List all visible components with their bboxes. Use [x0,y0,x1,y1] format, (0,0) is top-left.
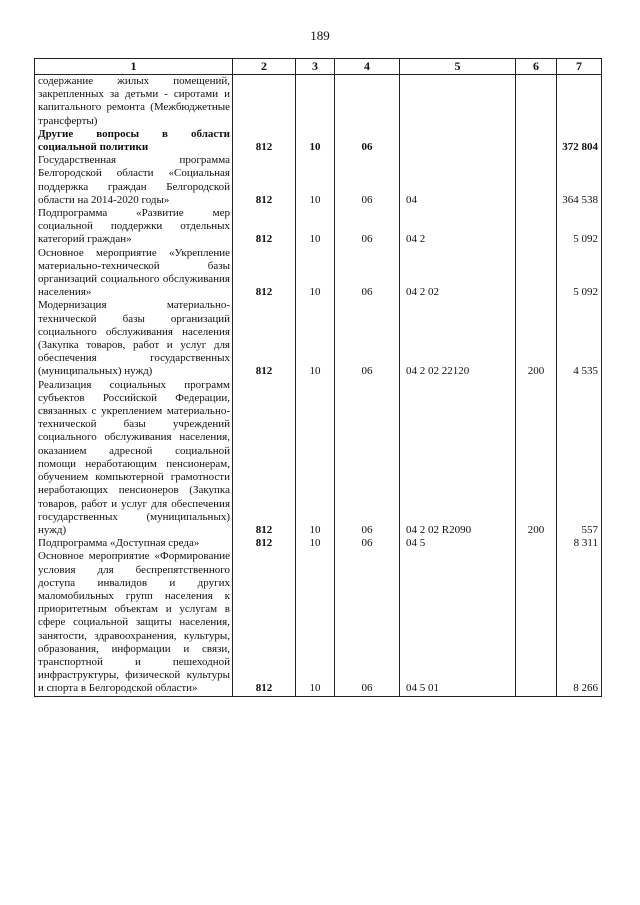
cell-amount: 8 311 [557,537,602,550]
table-header-row [35,59,602,75]
cell-target-article: 04 2 02 R2090 [400,379,516,537]
cell-target-article: 04 5 01 [400,550,516,696]
cell-target-article: 04 5 [400,537,516,550]
cell-section [296,75,335,128]
cell-section: 10 [296,550,335,696]
cell-target-article: 04 [400,154,516,207]
cell-ministry: 812 [233,299,296,378]
cell-ministry: 812 [233,550,296,696]
row-name: Реализация социальных программ субъектов Российской Федерации, связанных с укреплением материально-технической базы учреждений социального обслуживания населения, оказанием адресной социальной помощи неработающим пенсионерам, обучением компьютерной грамотности неработающих пенсионеров (Закупка товаров, работ и услуг для обеспечения государственных (муниципальных) нужд) [35,379,233,537]
col-header-3: 3 [296,59,335,75]
page-number: 189 [310,28,330,43]
col-header-1: 1 [35,59,233,75]
cell-amount: 4 535 [557,299,602,378]
col-header-6: 6 [516,59,557,75]
cell-subsection: 06 [335,207,400,247]
cell-expense-type [516,550,557,696]
cell-subsection [335,75,400,128]
col-header-7: 7 [557,59,602,75]
table-row [35,75,602,128]
cell-ministry: 812 [233,379,296,537]
cell-section: 10 [296,299,335,378]
cell-section: 10 [296,128,335,154]
cell-amount: 5 092 [557,207,602,247]
cell-ministry: 812 [233,247,296,300]
cell-amount: 5 092 [557,247,602,300]
cell-subsection: 06 [335,379,400,537]
cell-expense-type [516,537,557,550]
cell-subsection: 06 [335,550,400,696]
cell-expense-type: 200 [516,299,557,378]
table-row [35,207,602,247]
cell-expense-type [516,75,557,128]
cell-expense-type [516,207,557,247]
table-row [35,128,602,154]
table-row [35,379,602,537]
row-name: Подпрограмма «Развитие мер социальной поддержки отдельных категорий граждан» [35,207,233,247]
cell-section: 10 [296,154,335,207]
cell-section: 10 [296,379,335,537]
cell-section: 10 [296,537,335,550]
cell-target-article: 04 2 02 22120 [400,299,516,378]
row-name: Другие вопросы в области социальной политики [35,128,233,154]
cell-subsection: 06 [335,154,400,207]
cell-target-article: 04 2 [400,207,516,247]
cell-amount: 557 [557,379,602,537]
cell-subsection: 06 [335,299,400,378]
row-name: Подпрограмма «Доступная среда» [35,537,233,550]
row-name: Государственная программа Белгородской области «Социальная поддержка граждан Белгородской области на 2014-2020 годы» [35,154,233,207]
table-row [35,247,602,300]
cell-amount [557,75,602,128]
row-name: содержание жилых помещений, закрепленных за детьми - сиротами и капитального ремонта (Межбюджетные трансферты) [35,75,233,128]
cell-ministry: 812 [233,537,296,550]
table-row [35,537,602,550]
cell-subsection: 06 [335,247,400,300]
cell-target-article [400,75,516,128]
col-header-2: 2 [233,59,296,75]
cell-ministry: 812 [233,207,296,247]
cell-target-article: 04 2 02 [400,247,516,300]
cell-ministry: 812 [233,128,296,154]
cell-expense-type [516,154,557,207]
cell-expense-type [516,247,557,300]
row-name: Основное мероприятие «Формирование условия для беспрепятственного доступа инвалидов и других маломобильных групп населения к приоритетным объектам и услугам в сфере социальной защиты населения, занятости, здравоохранения, культуры, образования, информации и связи, транспортной и пешеходной инфраструктуры, физической культуры и спорта в Белгородской области» [35,550,233,696]
cell-expense-type [516,128,557,154]
table-row [35,299,602,378]
cell-subsection: 06 [335,537,400,550]
cell-target-article [400,128,516,154]
cell-amount: 372 804 [557,128,602,154]
cell-amount: 364 538 [557,154,602,207]
cell-section: 10 [296,247,335,300]
row-name: Модернизация материально-технической базы организаций социального обслуживания населения (Закупка товаров, работ и услуг для обеспечения государственных (муниципальных) нужд) [35,299,233,378]
table-row [35,550,602,696]
cell-subsection: 06 [335,128,400,154]
table-row [35,154,602,207]
cell-section: 10 [296,207,335,247]
cell-amount: 8 266 [557,550,602,696]
cell-expense-type: 200 [516,379,557,537]
col-header-4: 4 [335,59,400,75]
cell-ministry [233,75,296,128]
cell-ministry: 812 [233,154,296,207]
row-name: Основное мероприятие «Укрепление материально-технической базы организаций социального обслуживания населения» [35,247,233,300]
col-header-5: 5 [400,59,516,75]
budget-table [34,58,602,697]
